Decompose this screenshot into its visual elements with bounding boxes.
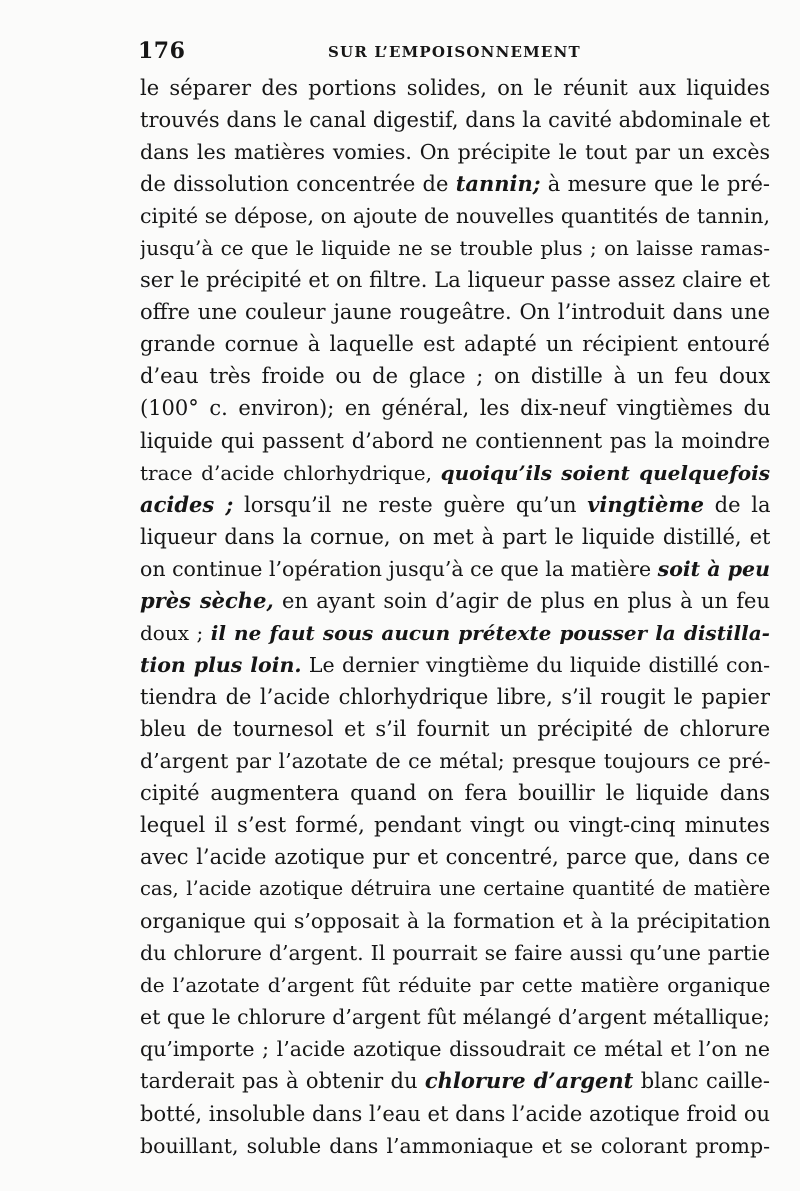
text-run: d’argent par l’azotate de ce métal; presque toujours ce pré- xyxy=(140,748,770,773)
text-run: cas, l’acide azotique détruira une certaine quantité de matière xyxy=(140,877,770,901)
text-run: cipité se dépose, on ajoute de nouvelles quantités de tannin, xyxy=(140,204,770,229)
text-line xyxy=(140,168,770,200)
text-line xyxy=(140,713,770,745)
text-run: bouillant, soluble dans l’ammoniaque et se colorant promp- xyxy=(140,1133,770,1158)
text-run: d’eau très froide ou de glace ; on distille à un feu doux xyxy=(140,364,770,389)
text-line xyxy=(140,136,770,168)
text-run: offre une couleur jaune rougeâtre. On l’introduit dans une xyxy=(140,300,770,325)
text-run: et que le chlorure d’argent fût mélangé d’argent métallique; xyxy=(140,1005,770,1030)
text-run: jusqu’à ce que le liquide ne se trouble plus ; on laisse ramas- xyxy=(140,236,770,261)
text-line xyxy=(140,200,770,232)
text-run: (100° c. environ); en général, les dix-neuf vingtièmes du xyxy=(140,396,770,421)
text-run: tiendra de l’acide chlorhydrique libre, s’il rougit le papier xyxy=(140,684,770,709)
text-run: liquide qui passent d’abord ne contiennent pas la moindre xyxy=(140,428,770,453)
text-run: avec l’acide azotique pur et concentré, parce que, dans ce xyxy=(140,845,770,870)
text-line xyxy=(140,809,770,841)
text-run: lorsqu’il ne reste guère qu’un xyxy=(233,492,588,517)
text-run: en ayant soin d’agir de plus en plus à un feu xyxy=(273,588,770,613)
text-line xyxy=(140,1065,770,1097)
italic-text: tannin; xyxy=(455,171,541,197)
text-line xyxy=(140,841,770,873)
text-line xyxy=(140,777,770,809)
text-line xyxy=(140,296,770,328)
text-line xyxy=(140,873,770,905)
text-line xyxy=(140,681,770,713)
text-run: grande cornue à laquelle est adapté un récipient entouré xyxy=(140,332,770,357)
text-run: qu’importe ; l’acide azotique dissoudrait ce métal et l’on ne xyxy=(140,1037,770,1062)
text-run: trouvés dans le canal digestif, dans la cavité abdominale et xyxy=(140,108,770,133)
text-line xyxy=(140,425,770,457)
text-line xyxy=(140,1098,770,1130)
text-run: on continue l’opération jusqu’à ce que la matière xyxy=(140,556,658,581)
italic-text: quoiqu’ils soient quelquefois xyxy=(440,460,770,485)
text-line xyxy=(140,521,770,553)
text-run: organique qui s’opposait à la formation et à la précipitation xyxy=(140,909,770,934)
page-header xyxy=(138,38,768,64)
text-run: botté, insoluble dans l’eau et dans l’acide azotique froid ou xyxy=(140,1101,770,1126)
italic-text: tion plus loin. xyxy=(140,652,302,677)
text-run: dans les matières vomies. On précipite le tout par un excès xyxy=(140,140,770,165)
text-run: du chlorure d’argent. Il pourrait se faire aussi qu’une partie xyxy=(140,941,770,966)
text-run: cipité augmentera quand on fera bouillir le liquide dans xyxy=(140,781,770,806)
text-run: de la xyxy=(704,492,770,517)
text-run: de dissolution concentrée de xyxy=(140,172,456,197)
text-line xyxy=(140,617,770,649)
text-line xyxy=(140,1033,770,1065)
body-text xyxy=(140,72,770,1162)
italic-text: près sèche, xyxy=(140,587,274,613)
text-line xyxy=(140,969,770,1001)
text-run: de l’azotate d’argent fût réduite par cette matière organique xyxy=(140,973,770,998)
text-run: ser le précipité et on filtre. La liqueur passe assez claire et xyxy=(140,268,770,293)
text-run: lequel il s’est formé, pendant vingt ou vingt-cinq minutes xyxy=(140,813,770,838)
running-title: SUR L’EMPOISONNEMENT xyxy=(328,43,581,61)
text-run: blanc caille- xyxy=(633,1069,770,1094)
text-line xyxy=(140,585,770,617)
text-run: tarderait pas à obtenir du xyxy=(140,1069,425,1094)
text-line xyxy=(140,1130,770,1162)
italic-text: chlorure d’argent xyxy=(424,1068,634,1094)
text-line xyxy=(140,392,770,424)
text-run: bleu de tournesol et s’il fournit un précipité de chlorure xyxy=(140,716,770,741)
text-run: trace d’acide chlorhydrique, xyxy=(140,460,441,485)
text-line xyxy=(140,905,770,937)
italic-text: vingtième xyxy=(587,491,704,517)
italic-text: acides ; xyxy=(140,491,234,517)
italic-text: soit à peu xyxy=(657,556,770,581)
page-number: 176 xyxy=(138,38,186,64)
text-line xyxy=(140,553,770,585)
text-line xyxy=(140,264,770,296)
text-line xyxy=(140,360,770,392)
text-run: le séparer des portions solides, on le réunit aux liquides xyxy=(140,76,770,100)
text-line xyxy=(140,489,770,521)
text-line xyxy=(140,745,770,777)
text-line xyxy=(140,232,770,264)
text-run: doux ; xyxy=(140,620,211,645)
text-line xyxy=(140,328,770,360)
text-run: liqueur dans la cornue, on met à part le liquide distillé, et xyxy=(140,524,770,549)
text-line xyxy=(140,104,770,136)
text-line xyxy=(140,1001,770,1033)
text-line xyxy=(140,649,770,681)
text-line xyxy=(140,72,770,104)
italic-text: il ne faut sous aucun prétexte pousser la distilla- xyxy=(210,620,770,645)
text-run: à mesure que le pré- xyxy=(540,172,770,197)
text-line xyxy=(140,937,770,969)
text-run: Le dernier vingtième du liquide distillé con- xyxy=(301,652,770,677)
text-line xyxy=(140,457,770,489)
